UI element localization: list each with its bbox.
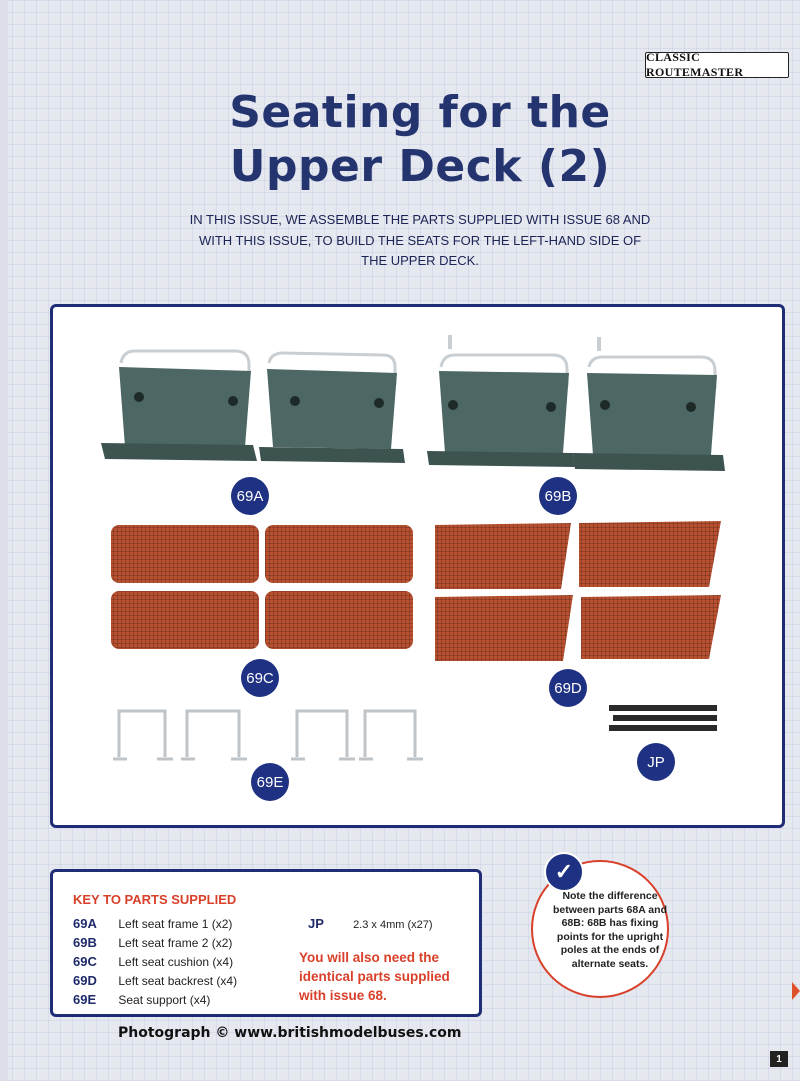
check-icon: ✓	[544, 852, 584, 892]
key-row-69e	[73, 992, 210, 1007]
part-label-69e: 69E	[251, 763, 289, 801]
key-desc: Left seat backrest (x4)	[118, 974, 238, 988]
part-label-69d: 69D	[549, 669, 587, 707]
intro-line-3: THE UPPER DECK.	[361, 253, 479, 268]
intro-line-1: IN THIS ISSUE, WE ASSEMBLE THE PARTS SUPPLIED WITH ISSUE 68 AND	[189, 212, 651, 227]
key-row-69d	[73, 973, 237, 988]
key-code: 69D	[73, 973, 97, 988]
key-title: KEY TO PARTS SUPPLIED	[73, 892, 237, 907]
seat-frame-69b-2	[573, 337, 725, 471]
key-panel	[50, 869, 482, 1017]
key-row-69b	[73, 935, 232, 950]
part-label-69b: 69B	[539, 477, 577, 515]
key-code: 69B	[73, 935, 97, 950]
part-label-69a: 69A	[231, 477, 269, 515]
series-tag: CLASSIC ROUTEMASTER	[645, 52, 789, 78]
photo-credit: Photograph © www.britishmodelbuses.com	[118, 1025, 462, 1041]
key-code: 69A	[73, 916, 97, 931]
part-label-69c: 69C	[241, 659, 279, 697]
key-desc: Left seat frame 2 (x2)	[118, 936, 233, 950]
key-desc: Left seat frame 1 (x2)	[118, 917, 233, 931]
note-text: Note the difference between parts 68A and 68B: 68B has fixing points for the upright poles at the ends of alternate seats.	[553, 890, 667, 970]
key-code: JP	[308, 916, 324, 931]
key-desc: 2.3 x 4mm (x27)	[353, 919, 433, 931]
key-code: 69E	[73, 992, 97, 1007]
screws-jp	[609, 705, 717, 731]
page-title	[150, 86, 690, 194]
parts-photo	[53, 307, 782, 825]
key-row-jp	[308, 916, 433, 931]
page-number: 1	[770, 1051, 788, 1067]
page-edge	[0, 0, 8, 1081]
parts-photo-panel	[50, 304, 785, 828]
seat-cushions-69c	[111, 525, 413, 649]
also-need-note: You will also need the identical parts supplied with issue 68.	[299, 950, 450, 1003]
intro-line-2: WITH THIS ISSUE, TO BUILD THE SEATS FOR THE LEFT-HAND SIDE OF	[198, 232, 642, 248]
key-row-69a	[73, 916, 232, 931]
key-desc: Left seat cushion (x4)	[118, 955, 234, 969]
key-row-69c	[73, 954, 233, 969]
seat-frame-69b-1	[427, 335, 575, 467]
seat-backrests-69d	[435, 521, 721, 661]
title-line-1: Seating for the	[229, 87, 611, 138]
next-page-arrow-icon	[792, 982, 800, 1000]
part-label-jp: JP	[637, 743, 675, 781]
intro-text	[180, 210, 660, 272]
seat-frame-69a-1	[101, 351, 257, 461]
seat-supports-69e	[113, 711, 423, 759]
seat-frame-69a-2	[259, 353, 405, 463]
title-line-2: Upper Deck (2)	[229, 141, 611, 192]
key-code: 69C	[73, 954, 97, 969]
key-desc: Seat support (x4)	[118, 993, 211, 1007]
